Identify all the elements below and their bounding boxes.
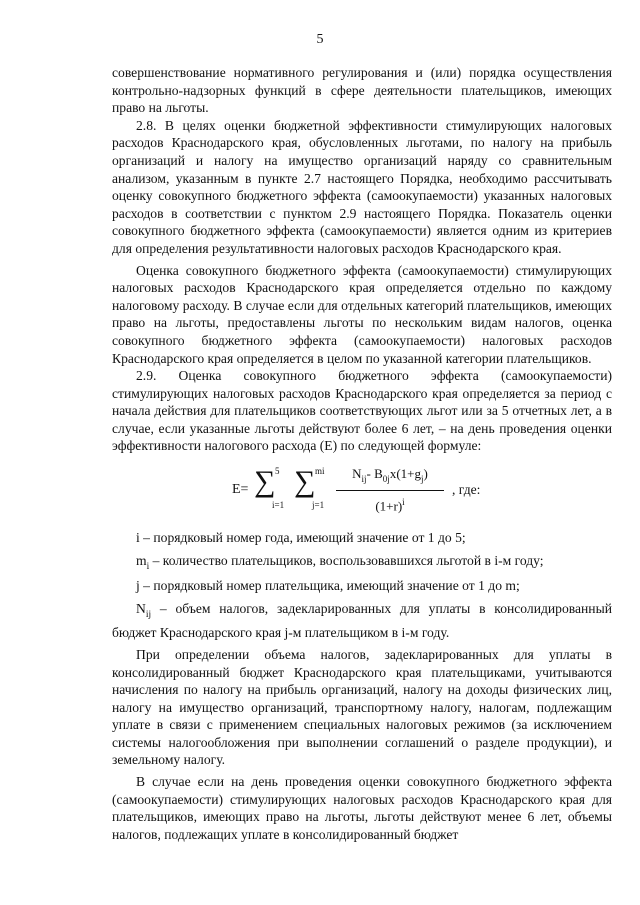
sum-j-lower: j=1 <box>312 500 325 511</box>
formula-denominator: $(1+r)^i$ <box>375 497 405 514</box>
definition-nij: $N_{ij}$ – объем налогов, задекларированных для уплаты в консолидированный бюджет Краснодарского края j-м плательщиком в i-м году. <box>112 601 612 641</box>
formula-lhs: E= <box>232 482 249 498</box>
formula-fraction <box>336 465 444 515</box>
sum-i-lower: i=1 <box>272 500 285 511</box>
sum-i-upper: 5 <box>275 466 280 477</box>
paragraph-tax-volume: При определении объема налогов, задекларированных для уплаты в консолидированный бюджет Краснодарского края плательщиками, учитываются начисления по налогу на прибыль организаций, налогу на доходы физических лиц, налогу на имущество организаций, транспортному налогу, налогам, подлежащим уплате в связи с применением специальных налоговых режимов (за исключением системы налогообложения при выполнении соглашений о разделе продукции), и земельному налогу. <box>112 646 612 768</box>
formula-where: , где: <box>452 482 481 498</box>
paragraph-self-sufficiency: Оценка совокупного бюджетного эффекта (самоокупаемости) стимулирующих налоговых расходов Краснодарского края определяется отдельно по каждому налоговому расходу. В случае если для отдельных категорий плательщиков, имеющих право на льготы, предоставлены льготы по нескольким видам налогов, оценка совокупного бюджетного эффекта (самоокупаемости) налоговых расходов Краснодарского края определяется в целом по указанной категории плательщиков. <box>112 262 612 366</box>
paragraph-less-than-6-years: В случае если на день проведения оценки совокупного бюджетного эффекта (самоокупаемости) стимулирующих налоговых расходов Краснодарского края для плательщиков, имеющих право на льготы, льготы действуют менее 6 лет, объемы налогов, подлежащих уплате в консолидированный бюджет <box>112 774 612 842</box>
definition-mi: $m_i$ – количество плательщиков, воспользовавшихся льготой в i-м году; <box>136 553 544 573</box>
paragraph-continuation: совершенствование нормативного регулирования и (или) порядка осуществления контрольно-надзорных функций в сфере деятельности плательщиков, имеющих право на льготы. <box>112 65 612 116</box>
paragraph-2-9: 2.9. Оценка совокупного бюджетного эффекта (самоокупаемости) стимулирующих налоговых расходов Краснодарского края определяется за период с начала действия для плательщиков соответствующих льгот или за 5 отчетных лет, а в случае, если указанные льготы действуют более 6 лет, – на день проведения оценки эффективности налогового расхода (E) по следующей формуле: <box>112 368 612 454</box>
definition-i: i – порядковый номер года, имеющий значение от 1 до 5; <box>136 530 466 546</box>
formula-numerator: $N_{ij}-$ $B_{0j}x(1+g_j)$ <box>336 465 444 491</box>
definitions <box>112 529 612 642</box>
page-number: 5 <box>316 32 324 47</box>
formula-e <box>112 463 612 519</box>
document-body <box>112 64 612 843</box>
paragraph-2-8: 2.8. В целях оценки бюджетной эффективности стимулирующих налоговых расходов Краснодарского края, обусловленных льготами, по налогу на прибыль организаций и налогу на имущество организаций наряду со сравнительным анализом, указанным в пункте 2.7 настоящего Порядка, необходимо рассчитывать оценку совокупного бюджетного эффекта (самоокупаемости) указанных налоговых расходов в соответствии с пунктом 2.9 настоящего Порядка. Показатель оценки совокупного бюджетного эффекта (самоокупаемости) является одним из критериев для определения результативности налоговых расходов Краснодарского края. <box>112 117 612 256</box>
sum-sign-i: ∑ <box>254 465 276 499</box>
sum-sign-j: ∑ <box>294 465 316 499</box>
definition-j: j – порядковый номер плательщика, имеющий значение от 1 до m; <box>136 577 520 593</box>
sum-j-upper: mi <box>315 466 325 477</box>
